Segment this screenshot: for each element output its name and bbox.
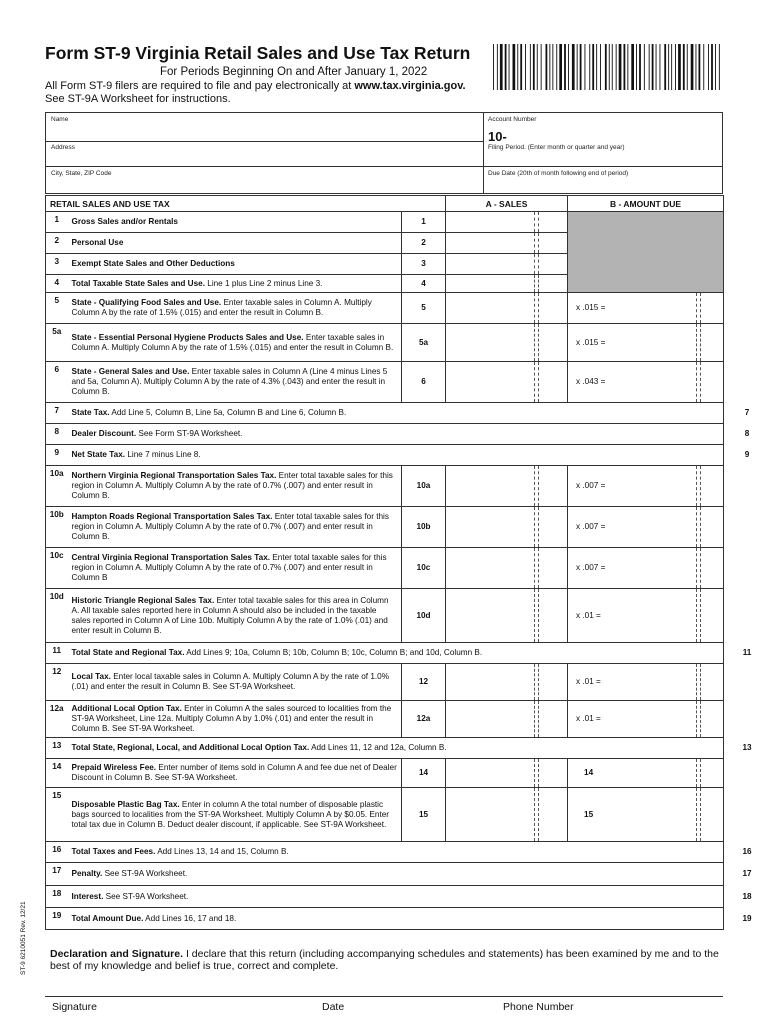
account-number-label: Account Number <box>488 116 537 123</box>
line-title: Hampton Roads Regional Transportation Sales Tax. <box>71 512 273 521</box>
efile-note <box>45 80 466 92</box>
line-title: Northern Virginia Regional Transportation Sales Tax. <box>71 471 277 480</box>
line-instructions: Enter taxable sales in Column A (Line 4 minus Lines 5 and 5a, Column A). Multiply Column A by the rate of 4.3% (.043) and enter the result in Column B. <box>71 367 388 396</box>
sales-field[interactable] <box>446 664 568 701</box>
form-revision-note: ST-9 6210051 Rev. 12/21 <box>20 901 27 975</box>
line-instructions: See ST-9A Worksheet. <box>102 869 188 878</box>
city-state-zip-field[interactable] <box>48 178 478 192</box>
line-number: 10c <box>46 548 68 589</box>
line-instructions: Enter total taxable sales for this region in Column A. Multiply Column A by the rate of 0.7% (.007) and enter result in Column B <box>71 553 387 582</box>
line-description <box>68 362 402 403</box>
line-code: 17 <box>742 869 752 878</box>
form-title: Form ST-9 Virginia Retail Sales and Use Tax Return <box>45 43 471 63</box>
tax-rate: x .043 = <box>576 377 606 386</box>
line-code: 7 <box>744 408 750 417</box>
tax-rate: x .007 = <box>576 563 606 572</box>
line-description <box>68 788 402 842</box>
column-b-header: B - AMOUNT DUE <box>568 196 724 212</box>
line-description <box>68 842 724 863</box>
table-row <box>46 842 724 863</box>
line-instructions: Add Lines 11, 12 and 12a, Column B. <box>309 743 447 752</box>
line-number: 5a <box>46 324 68 362</box>
line-title: Prepaid Wireless Fee. <box>71 763 157 772</box>
worksheet-note: See ST-9A Worksheet for instructions. <box>45 93 231 105</box>
table-row <box>46 759 724 788</box>
line-description <box>68 254 402 275</box>
line-code: 10b <box>402 507 446 548</box>
line-instructions: Enter total taxable sales for this region in Column A. Multiply Column A by the rate of 0.7% (.007) and enter result in Column B. <box>71 512 389 541</box>
table-row <box>46 738 724 759</box>
table-row <box>46 788 724 842</box>
table-row <box>46 293 724 324</box>
sales-field[interactable] <box>446 233 568 254</box>
line-code: 12a <box>402 701 446 738</box>
table-row <box>46 886 724 908</box>
table-row <box>46 507 724 548</box>
table-row <box>46 908 724 930</box>
tax-rate: x .01 = <box>576 677 601 686</box>
line-code: 16 <box>742 847 752 856</box>
amount-due-field[interactable] <box>568 701 724 738</box>
sales-field[interactable] <box>446 466 568 507</box>
sales-field[interactable] <box>446 212 568 233</box>
line-title: State - General Sales and Use. <box>71 367 190 376</box>
amount-due-field[interactable] <box>568 507 724 548</box>
line-title: Total Taxable State Sales and Use. <box>71 278 205 288</box>
table-row <box>46 664 724 701</box>
line-code: 19 <box>742 913 752 923</box>
sales-field[interactable] <box>446 254 568 275</box>
sales-field[interactable] <box>446 589 568 643</box>
line-instructions: Enter local taxable sales in Column A. Multiply Column A by the rate of 1.0% (.01) and enter the result in Column B. See ST-9A Worksheet. <box>71 672 389 691</box>
line-description <box>68 863 724 886</box>
line-number: 10d <box>46 589 68 643</box>
sales-field[interactable] <box>446 324 568 362</box>
line-code: 11 <box>742 648 752 657</box>
line-code: 5a <box>402 324 446 362</box>
efile-text: All Form ST-9 filers are required to file and pay electronically at <box>45 80 355 92</box>
table-row <box>46 324 724 362</box>
line-description <box>68 466 402 507</box>
line-description <box>68 701 402 738</box>
line-code: 5 <box>402 293 446 324</box>
line-description <box>68 275 402 293</box>
line-instructions: Enter total taxable sales for this area in Column A. All taxable sales reported here in Column A should also be included in the taxable sales reported in Column A of Line 10b. Multiply Column A by the rate of 1.0% (.01) and enter result in Column B. <box>71 595 389 635</box>
line-description <box>68 293 402 324</box>
line-description <box>68 507 402 548</box>
amount-due-field[interactable] <box>568 759 724 788</box>
barcode-image <box>493 44 723 90</box>
sales-field[interactable] <box>446 275 568 293</box>
table-row <box>46 212 724 233</box>
line-title: Gross Sales and/or Rentals <box>71 217 178 226</box>
line-instructions: Add Lines 16, 17 and 18. <box>143 913 237 923</box>
line-title: Net State Tax. <box>71 450 126 459</box>
sales-field[interactable] <box>446 362 568 403</box>
line-instructions: Enter in column A the total number of disposable plastic bags sourced to localities from the ST-9A Worksheet. Multiply Column A by $0.05. Enter total tax due in Column B. Deduct dealer discount, if applicable. See ST-9A Worksheet. <box>71 799 389 829</box>
table-row <box>46 701 724 738</box>
line-code: 6 <box>402 362 446 403</box>
line-description <box>68 738 724 759</box>
sales-field[interactable] <box>446 293 568 324</box>
shaded-area <box>568 212 724 293</box>
sales-field[interactable] <box>446 759 568 788</box>
line-code: 9 <box>744 450 750 459</box>
line-title: State - Essential Personal Hygiene Products Sales and Use. <box>71 332 304 342</box>
line-description <box>68 643 724 664</box>
line-title: Penalty. <box>71 869 103 878</box>
line-number: 7 <box>46 403 68 424</box>
line-number: 17 <box>46 863 68 886</box>
line-description <box>68 759 402 788</box>
amount-due-field[interactable] <box>568 324 724 362</box>
line-title: Central Virginia Regional Transportation Sales Tax. <box>71 553 271 562</box>
line-number: 3 <box>46 254 68 275</box>
line-title: State Tax. <box>71 408 110 417</box>
line-title: Disposable Plastic Bag Tax. <box>71 799 180 809</box>
line-code: 10c <box>402 548 446 589</box>
table-row <box>46 548 724 589</box>
amount-due-field[interactable] <box>568 589 724 643</box>
amount-due-field[interactable] <box>568 293 724 324</box>
table-row <box>46 424 724 445</box>
name-label: Name <box>51 116 69 123</box>
amount-due-field[interactable] <box>568 548 724 589</box>
line-instructions: Add Lines 9; 10a, Column B; 10b, Column B; 10c, Column B; and 10d, Column B. <box>184 648 483 657</box>
line-title: Dealer Discount. <box>71 429 137 438</box>
line-code: 2 <box>402 233 446 254</box>
tax-rate: x .015 = <box>576 337 606 347</box>
line-code: 14 <box>584 768 594 777</box>
line-number: 9 <box>46 445 68 466</box>
line-number: 16 <box>46 842 68 863</box>
sales-field[interactable] <box>446 788 568 842</box>
sales-field[interactable] <box>446 507 568 548</box>
amount-due-field[interactable] <box>568 788 724 842</box>
line-number: 12 <box>46 664 68 701</box>
taxpayer-info-box <box>45 112 723 194</box>
tax-rate: x .01 = <box>576 714 601 723</box>
due-date-field[interactable] <box>486 178 718 192</box>
line-title: Total State and Regional Tax. <box>71 648 185 657</box>
sales-field[interactable] <box>446 701 568 738</box>
line-number: 10a <box>46 466 68 507</box>
amount-due-field[interactable] <box>568 664 724 701</box>
line-description <box>68 212 402 233</box>
table-row <box>46 863 724 886</box>
line-instructions: Enter number of items sold in Column A and fee due net of Dealer Discount in Column B. See ST-9A Worksheet. <box>71 763 397 782</box>
line-instructions: Add Line 5, Column B, Line 5a, Column B and Line 6, Column B. <box>109 408 347 417</box>
line-number: 11 <box>46 643 68 664</box>
line-description <box>68 664 402 701</box>
column-a-header: A - SALES <box>446 196 568 212</box>
account-number-field[interactable]: 10- <box>488 129 507 144</box>
tax-rate: x .007 = <box>576 481 606 490</box>
line-title: Local Tax. <box>71 672 111 681</box>
sales-field[interactable] <box>446 548 568 589</box>
table-header-row <box>46 196 724 212</box>
line-instructions: Add Lines 13, 14 and 15, Column B. <box>155 847 289 856</box>
line-instructions: Enter taxable sales in Column A. Multiply Column A by the rate of 1.5% (.015) and enter the result in Column B. <box>71 298 372 317</box>
table-row <box>46 362 724 403</box>
address-field[interactable] <box>48 152 478 165</box>
signature-label: Signature <box>52 1001 97 1013</box>
declaration-title: Declaration and Signature. <box>50 948 184 960</box>
filing-period-field[interactable] <box>486 152 718 165</box>
line-code: 8 <box>744 429 750 438</box>
name-field[interactable] <box>48 124 478 140</box>
line-number: 8 <box>46 424 68 445</box>
date-label: Date <box>322 1001 345 1013</box>
line-code: 13 <box>742 743 752 752</box>
city-state-zip-label: City, State, ZIP Code <box>51 170 112 177</box>
line-number: 14 <box>46 759 68 788</box>
line-description <box>68 908 724 930</box>
line-number: 13 <box>46 738 68 759</box>
line-instructions: Line 7 minus Line 8. <box>125 450 201 459</box>
line-number: 1 <box>46 212 68 233</box>
declaration-text: I declare that this return (including accompanying schedules and statements) has been examined by me and to the best of my knowledge and belief is true, correct and complete. <box>50 948 719 972</box>
line-instructions: See ST-9A Worksheet. <box>103 891 189 901</box>
line-number: 15 <box>46 788 68 842</box>
line-number: 6 <box>46 362 68 403</box>
line-code: 1 <box>402 212 446 233</box>
table-row <box>46 589 724 643</box>
tax-rate: x .015 = <box>576 303 606 312</box>
line-code: 3 <box>402 254 446 275</box>
line-code: 10a <box>402 466 446 507</box>
table-row <box>46 643 724 664</box>
line-code: 15 <box>402 788 446 842</box>
line-title: Interest. <box>71 891 104 901</box>
signature-line[interactable] <box>45 996 723 997</box>
line-number: 12a <box>46 701 68 738</box>
line-title: Exempt State Sales and Other Deductions <box>71 259 235 268</box>
filing-period-label: Filing Period. (Enter month or quarter and year) <box>488 144 625 151</box>
line-description <box>68 403 724 424</box>
line-number: 19 <box>46 908 68 930</box>
line-instructions: Line 1 plus Line 2 minus Line 3. <box>204 278 323 288</box>
line-number: 2 <box>46 233 68 254</box>
line-instructions: Enter total taxable sales for this region in Column A. Multiply Column A by the rate of 0.7% (.007) and enter result in Column B. <box>71 471 393 500</box>
line-code: 4 <box>402 275 446 293</box>
efile-link[interactable]: www.tax.virginia.gov. <box>354 80 466 92</box>
line-code: 15 <box>584 809 594 819</box>
declaration <box>50 948 722 972</box>
line-code: 14 <box>402 759 446 788</box>
section-title: RETAIL SALES AND USE TAX <box>46 196 446 212</box>
line-instructions: See Form ST-9A Worksheet. <box>136 429 243 438</box>
line-code: 18 <box>742 891 752 901</box>
line-number: 5 <box>46 293 68 324</box>
amount-due-field[interactable] <box>568 466 724 507</box>
line-description <box>68 589 402 643</box>
amount-due-field[interactable] <box>568 362 724 403</box>
line-title: Additional Local Option Tax. <box>71 704 182 713</box>
due-date-label: Due Date (20th of month following end of period) <box>488 170 629 177</box>
address-label: Address <box>51 144 75 151</box>
line-title: Total Amount Due. <box>71 913 144 923</box>
line-description <box>68 324 402 362</box>
periods-note: For Periods Beginning On and After January 1, 2022 <box>160 66 428 78</box>
line-title: State - Qualifying Food Sales and Use. <box>71 298 222 307</box>
line-title: Total State, Regional, Local, and Additional Local Option Tax. <box>71 743 310 752</box>
phone-number-label: Phone Number <box>503 1001 574 1013</box>
table-row <box>46 445 724 466</box>
line-number: 4 <box>46 275 68 293</box>
line-title: Total Taxes and Fees. <box>71 847 156 856</box>
line-number: 18 <box>46 886 68 908</box>
tax-table <box>45 195 752 930</box>
tax-rate: x .01 = <box>576 610 601 620</box>
table-row <box>46 403 724 424</box>
line-description <box>68 424 724 445</box>
line-description <box>68 548 402 589</box>
line-description <box>68 445 724 466</box>
line-description <box>68 886 724 908</box>
line-code: 12 <box>402 664 446 701</box>
tax-rate: x .007 = <box>576 522 606 531</box>
line-instructions: Enter taxable sales in Column A. Multiply Column A by the rate of 1.5% (.015) and enter the result in Column B. <box>71 332 394 352</box>
line-title: Personal Use <box>71 238 124 247</box>
table-row <box>46 466 724 507</box>
line-code: 10d <box>402 589 446 643</box>
line-number: 10b <box>46 507 68 548</box>
line-instructions: Enter in Column A the sales sourced to localities from the ST-9A Worksheet, Line 12a. Multiply Column A by 1.0% (.01) and enter the result in Column B. See ST-9A Worksheet. <box>71 704 392 733</box>
line-description <box>68 233 402 254</box>
line-title: Historic Triangle Regional Sales Tax. <box>71 595 215 605</box>
